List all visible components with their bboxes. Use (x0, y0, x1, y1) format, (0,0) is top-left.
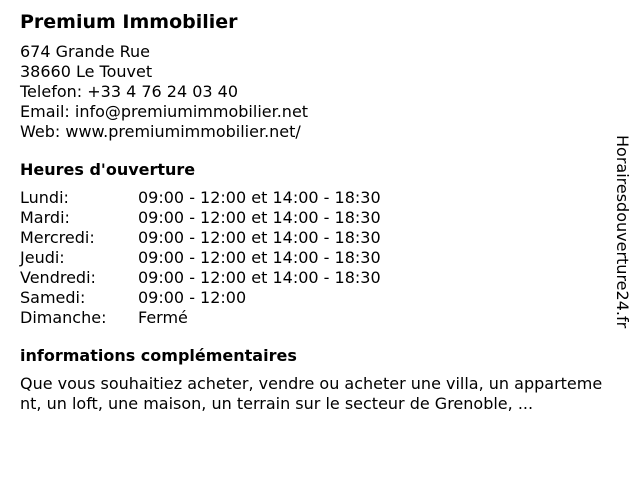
hours-row-mardi (20, 208, 610, 228)
day-hours: 09:00 - 12:00 (138, 288, 247, 307)
hours-row-mercredi (20, 228, 610, 248)
hours-heading: Heures d'ouverture (20, 160, 196, 179)
day-hours: 09:00 - 12:00 et 14:00 - 18:30 (138, 188, 381, 207)
site-brand-vertical: Horairesdouverture24.fr (613, 135, 632, 329)
day-hours: 09:00 - 12:00 et 14:00 - 18:30 (138, 228, 381, 247)
day-label: Mardi: (20, 208, 70, 227)
day-hours: 09:00 - 12:00 et 14:00 - 18:30 (138, 248, 381, 267)
address-city: 38660 Le Touvet (20, 62, 153, 81)
day-label: Dimanche: (20, 308, 107, 327)
info-description: Que vous souhaitiez acheter, vendre ou acheter une villa, un appartement, un loft, une maison, un terrain sur le secteur de Grenoble, ... (20, 374, 603, 413)
day-label: Samedi: (20, 288, 86, 307)
info-heading: informations complémentaires (20, 346, 297, 365)
address-street: 674 Grande Rue (20, 42, 151, 61)
hours-row-dimanche (20, 308, 610, 328)
day-hours: 09:00 - 12:00 et 14:00 - 18:30 (138, 268, 381, 287)
hours-row-samedi (20, 288, 610, 308)
day-label: Jeudi: (20, 248, 65, 267)
hours-table (20, 188, 610, 328)
hours-row-lundi (20, 188, 610, 208)
web-line: Web: www.premiumimmobilier.net/ (20, 122, 301, 141)
business-info (20, 10, 610, 414)
day-label: Vendredi: (20, 268, 96, 287)
email-line: Email: info@premiumimmobilier.net (20, 102, 309, 121)
day-label: Lundi: (20, 188, 69, 207)
day-hours: 09:00 - 12:00 et 14:00 - 18:30 (138, 208, 381, 227)
day-label: Mercredi: (20, 228, 95, 247)
hours-row-vendredi (20, 268, 610, 288)
hours-row-jeudi (20, 248, 610, 268)
phone-line: Telefon: +33 4 76 24 03 40 (20, 82, 239, 101)
day-hours: Fermé (138, 308, 188, 327)
business-name: Premium Immobilier (20, 11, 238, 33)
